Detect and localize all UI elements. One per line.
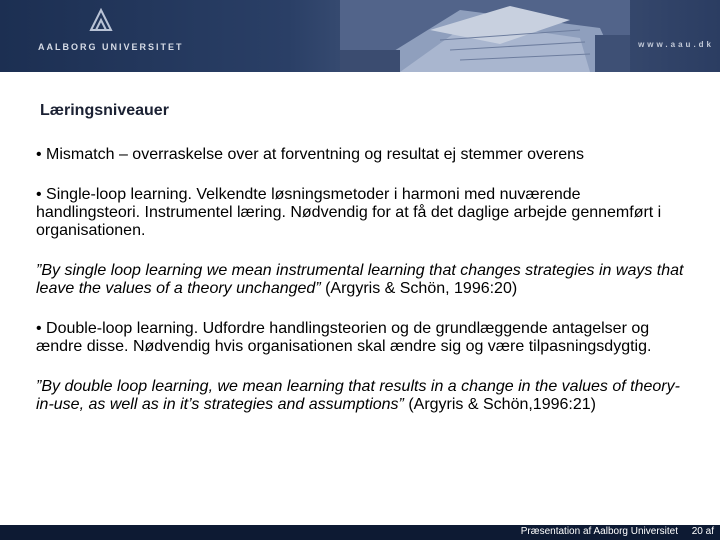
quote-double-loop-citation: (Argyris & Schön,1996:21) bbox=[403, 396, 596, 413]
slide-body bbox=[36, 146, 686, 436]
footer-text: Præsentation af Aalborg Universitet bbox=[520, 526, 678, 537]
bullet-double-loop: • Double-loop learning. Udfordre handlingsteorien og de grundlæggende antagelser og ændre disse. Nødvendig hvis organisationen skal ændre sig og være tilpasningsdygtig. bbox=[36, 320, 652, 355]
footer-bar bbox=[0, 525, 720, 540]
bullet-mismatch: • Mismatch – overraskelse over at forventning og resultat ej stemmer overens bbox=[36, 146, 585, 163]
quote-single-loop-text: ”By single loop learning we mean instrumental learning that changes strategies in ways that leave the values of a theory unchanged” bbox=[36, 262, 684, 297]
slide-title: Læringsniveauer bbox=[40, 102, 169, 119]
quote-single-loop-citation: (Argyris & Schön, 1996:20) bbox=[320, 280, 518, 297]
quote-single-loop bbox=[36, 262, 686, 298]
bullet-single-loop: • Single-loop learning. Velkendte løsningsmetoder i harmoni med nuværende handlingsteori. Instrumentel læring. Nødvendig for at få det daglige arbejde gennemført i organisationen. bbox=[36, 186, 662, 239]
quote-double-loop bbox=[36, 378, 686, 414]
header-banner bbox=[0, 0, 720, 72]
building-photo bbox=[340, 0, 630, 72]
website-url: www.aau.dk bbox=[638, 40, 714, 49]
quote-double-loop-text: ”By double loop learning, we mean learning that results in a change in the values of theory-in-use, as well as in it’s strategies and assumptions” bbox=[36, 378, 680, 413]
university-logo-text: AALBORG UNIVERSITET bbox=[38, 42, 184, 52]
aau-logo-icon bbox=[88, 8, 114, 32]
page-number: 20 af bbox=[691, 526, 714, 537]
